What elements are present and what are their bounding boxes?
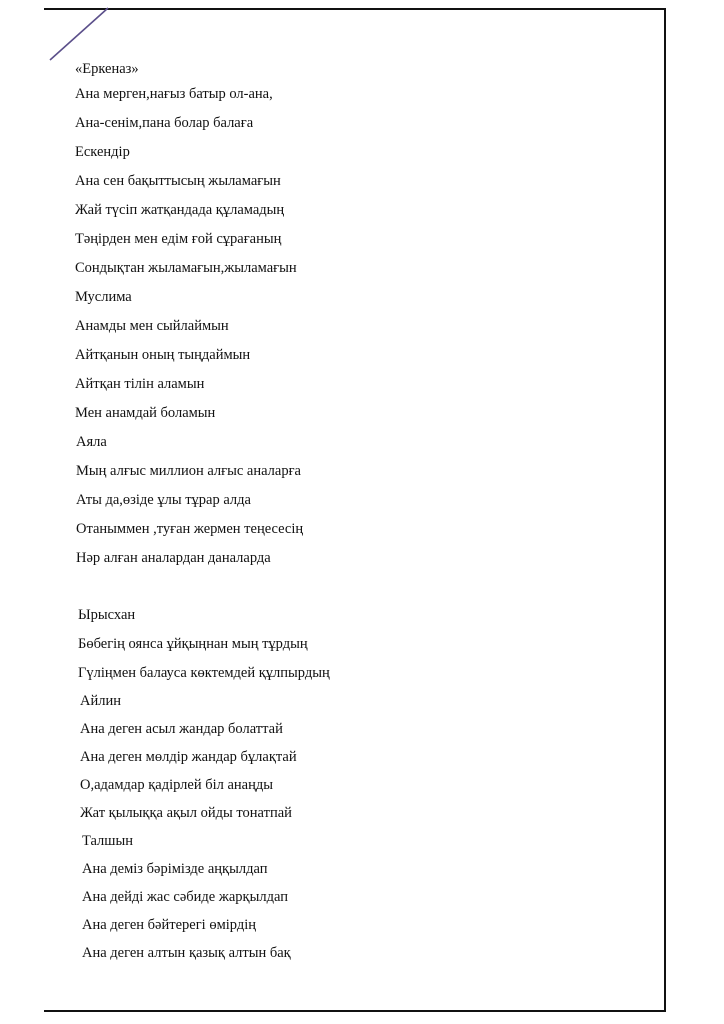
poem-line: Ана дейді жас сәбиде жарқылдап: [82, 889, 288, 905]
poem-line: Сондықтан жыламағын,жыламағын: [75, 260, 297, 276]
author-name: Талшын: [82, 833, 133, 849]
poem-line: Ана мерген,нағыз батыр ол-ана,: [75, 86, 273, 102]
poem-line: Нәр алған аналардан даналарда: [76, 550, 271, 566]
poem-title: «Еркеназ»: [75, 61, 139, 77]
author-name: Ескендір: [75, 144, 130, 160]
poem-line: Ана деген мөлдір жандар бұлақтай: [80, 749, 297, 765]
poem-line: Ана деміз бәрімізде аңқылдап: [82, 861, 268, 877]
poem-line: Тәңірден мен едім ғой сұрағаның: [75, 231, 282, 247]
author-name: Аяла: [76, 434, 107, 450]
poem-line: Бөбегің оянса ұйқыңнан мың тұрдың: [78, 636, 308, 652]
poem-line: Жат қылыққа ақыл ойды тонатпай: [80, 805, 292, 821]
poem-line: Жай түсіп жатқандада құламадың: [75, 202, 285, 218]
poem-line: Отаныммен ,туған жермен теңесесің: [76, 521, 304, 537]
poem-line: Айтқан тілін аламын: [75, 376, 205, 392]
poem-line: О,адамдар қадірлей біл анаңды: [80, 777, 273, 793]
poem-line: Мен анамдай боламын: [75, 405, 216, 421]
poem-line: Ана-сенім,пана болар балаға: [75, 115, 254, 131]
poem-line: Мың алғыс миллион алғыс аналарға: [76, 463, 301, 479]
poem-line: Гүліңмен балауса көктемдей құлпырдың: [78, 665, 330, 681]
poem-line: Ана деген бәйтерегі өмірдің: [82, 917, 256, 933]
poem-line: Ана деген асыл жандар болаттай: [80, 721, 283, 737]
poem-line: Айтқанын оның тыңдаймын: [75, 347, 251, 363]
poem-line: Анамды мен сыйлаймын: [75, 318, 229, 334]
author-name: Ырысхан: [78, 607, 136, 623]
poem-line: Ана деген алтын қазық алтын бақ: [82, 945, 291, 961]
author-name: Муслима: [75, 289, 132, 305]
author-name: Айлин: [80, 693, 121, 709]
poem-line: Аты да,өзіде ұлы тұрар алда: [76, 492, 251, 508]
poem-line: Ана сен бақыттысың жыламағын: [75, 173, 281, 189]
